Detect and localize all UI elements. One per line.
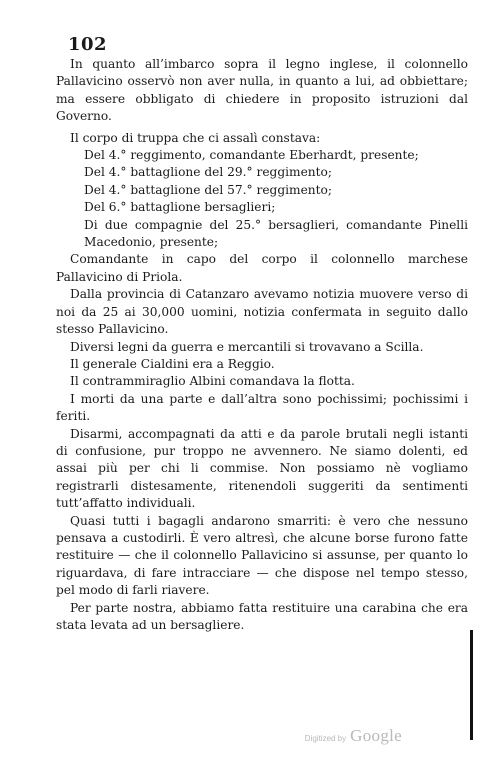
list-item-bersaglieri: Del 6.° battaglione bersaglieri; xyxy=(84,200,276,215)
digitized-watermark xyxy=(305,726,402,746)
page-number: 102 xyxy=(68,34,108,55)
list-item-29-reggimento: Del 4.° battaglione del 29.° reggimento; xyxy=(84,165,332,180)
watermark-prefix: Digitized by xyxy=(304,734,347,743)
paragraph-imbarco: In quanto all’imbarco sopra il legno inglese, il colonnello Pallavicino osservò non aver nulla, in quanto a lui, ad obbiettare; ma essere obbligato di chiedere in proposito istruzioni dal Governo. xyxy=(56,57,468,124)
body-text xyxy=(56,56,468,634)
paragraph-comandante: Comandante in capo del corpo il colonnello marchese Pallavicino di Priola. xyxy=(56,252,468,284)
paragraph-morti: I morti da una parte e dall’altra sono pochissimi; pochissimi i feriti. xyxy=(56,391,468,424)
paragraph-cialdini: Il generale Cialdini era a Reggio. xyxy=(70,356,275,371)
paragraph-scilla: Diversi legni da guerra e mercantili si trovavano a Scilla. xyxy=(70,339,424,354)
google-logo: Google xyxy=(350,726,402,745)
paragraph-albini: Il contrammiraglio Albini comandava la flotta. xyxy=(70,374,355,389)
paragraph-bagagli: Quasi tutti i bagagli andarono smarriti: è vero che nessuno pensava a custodirli. È vero altresì, che alcune borse furono fatte restituire — che il colonnello Pallavicino si assunse, per quanto lo riguardava, di fare intracciare — che dispose nel tempo stesso, pel modo di farli riavere. xyxy=(56,513,468,598)
list-item-57-reggimento: Del 4.° battaglione del 57.° reggimento; xyxy=(84,182,332,197)
paragraph-carabina: Per parte nostra, abbiamo fatta restituire una carabina che era stata levata ad un bersagliere. xyxy=(56,600,468,632)
list-item-4-reggimento: Del 4.° reggimento, comandante Eberhardt, presente; xyxy=(84,148,419,163)
margin-rule xyxy=(470,630,473,740)
paragraph-catanzaro: Dalla provincia di Catanzaro avevamo notizia muovere verso di noi da 25 ai 30,000 uomini, notizia confermata in seguito dallo stesso Pallavicino. xyxy=(56,287,468,337)
list-item-compagnie: Di due compagnie del 25.° bersaglieri, comandante Pinelli Macedonio, presente; xyxy=(84,217,468,250)
paragraph-corpo-truppa: Il corpo di truppa che ci assalì constava: xyxy=(70,130,321,145)
paragraph-disarmi: Disarmi, accompagnati da atti e da parole brutali negli istanti di confusione, pur troppo ne avvennero. Ne siamo dolenti, ed assai più per chi li commise. Non possiamo nè vogliamo registrarli distesamente, ritenendoli suggeriti da sentimenti tutt’affatto individuali. xyxy=(56,426,468,511)
